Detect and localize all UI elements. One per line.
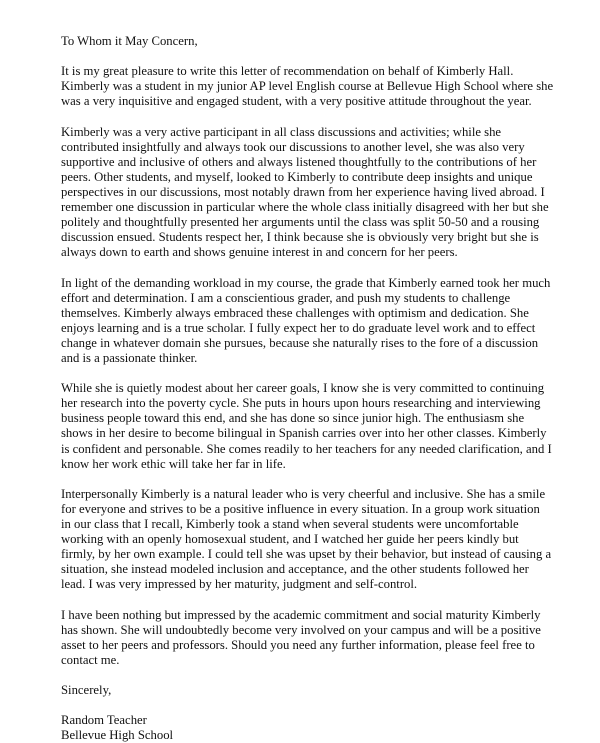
paragraph-line: is confident and personable. She comes readily to her teachers for any needed clarification, and I	[61, 441, 552, 456]
salutation-text: To Whom it May Concern,	[61, 34, 198, 48]
paragraph-line: Kimberly was a very active participant in all class discussions and activities; while she	[61, 124, 502, 139]
paragraph-line: change in whatever domain she pursues, because she naturally rises to the fore of a discussion	[61, 335, 539, 350]
paragraph-line: shows in her desire to become bilingual in Spanish carries over into her other classes. Kimberly	[61, 426, 547, 441]
paragraph-line: remember one discussion in particular where the whole class initially disagreed with her but she	[61, 200, 549, 215]
paragraph-line: peers. Other students, and myself, looked to Kimberly to contribute deep insights and unique	[61, 169, 533, 184]
paragraph-line: has shown. She will undoubtedly become very involved on your campus and will be a positive	[61, 622, 541, 637]
paragraph-line: supportive and inclusive of others and always listened thoughtfully to the contributions of her	[61, 154, 537, 169]
paragraph-line: themselves. Kimberly always embraced these challenges with optimism and dedication. She	[61, 305, 529, 320]
paragraph-line: know her work ethic will take her far in life.	[61, 456, 286, 471]
closing	[61, 683, 551, 698]
paragraph-line: In light of the demanding workload in my course, the grade that Kimberly earned took her much	[61, 275, 551, 290]
salutation	[61, 34, 551, 49]
paragraph-line: Interpersonally Kimberly is a natural leader who is very cheerful and inclusive. She has a smile	[61, 486, 546, 501]
paragraph-line: enjoys learning and is a true scholar. I fully expect her to do graduate level work and to effect	[61, 320, 536, 335]
paragraph-intro	[61, 64, 554, 109]
paragraph-workload	[61, 276, 551, 367]
paragraph-line: business people toward this end, and she has done so since junior high. The enthusiasm she	[61, 411, 525, 426]
paragraph-line: Kimberly was a student in my junior AP level English course at Bellevue High School where she	[61, 79, 554, 94]
signature-school: Bellevue High School	[61, 728, 174, 743]
paragraph-line: perspectives in our discussions, most notably drawn from her experience having lived abroad. I	[61, 184, 545, 199]
paragraph-line: asset to her peers and professors. Should you need any further information, please feel free to	[61, 637, 535, 652]
paragraph-line: her research into the poverty cycle. She puts in hours upon hours researching and interviewing	[61, 396, 541, 411]
signature-block	[61, 713, 551, 743]
paragraph-conclusion	[61, 608, 551, 668]
paragraph-line: was a very inquisitive and engaged student, with a very positive attitude throughout the year.	[61, 94, 532, 109]
paragraph-line: While she is quietly modest about her career goals, I know she is very committed to continuing	[61, 381, 545, 396]
paragraph-career-goals	[61, 381, 551, 472]
paragraph-line: contact me.	[61, 652, 120, 667]
paragraph-participation	[61, 125, 551, 261]
paragraph-line: I have been nothing but impressed by the academic commitment and social maturity Kimberly	[61, 607, 541, 622]
paragraph-line: working with an openly homosexual student, and I watched her guide her peers kindly but	[61, 532, 519, 547]
paragraph-line: It is my great pleasure to write this letter of recommendation on behalf of Kimberly Hall.	[61, 64, 514, 79]
paragraph-line: contributed insightfully and always took our discussions to another level, she was also very	[61, 139, 525, 154]
paragraph-line: firmly, by her own example. I could tell she was upset by their behavior, but instead of causing a	[61, 547, 552, 562]
paragraph-line: and is a passionate thinker.	[61, 350, 198, 365]
paragraph-line: situation, she instead modeled inclusion and acceptance, and the other students followed her	[61, 562, 529, 577]
paragraph-line: in our class that I recall, Kimberly took a stand when several students were uncomfortable	[61, 517, 519, 531]
paragraph-line: lead. I was very impressed by her maturity, judgment and self-control.	[61, 577, 418, 592]
closing-text: Sincerely,	[61, 683, 112, 698]
paragraph-line: politely and thoughtfully presented her arguments until the class was split 50-50 and a rousing	[61, 215, 540, 230]
paragraph-line: effort and determination. I am a conscientious grader, and push my students to challenge	[61, 290, 511, 305]
paragraph-line: always down to earth and shows genuine interest in and concern for her peers.	[61, 245, 458, 260]
paragraph-line: discussion ensued. Students respect her, I think because she is obviously very bright but she is	[61, 230, 539, 245]
paragraph-line: for everyone and strives to be a positive influence in every situation. In a group work situation	[61, 501, 540, 516]
recommendation-letter	[61, 34, 554, 743]
paragraph-leadership	[61, 487, 551, 593]
signature-name: Random Teacher	[61, 713, 147, 728]
